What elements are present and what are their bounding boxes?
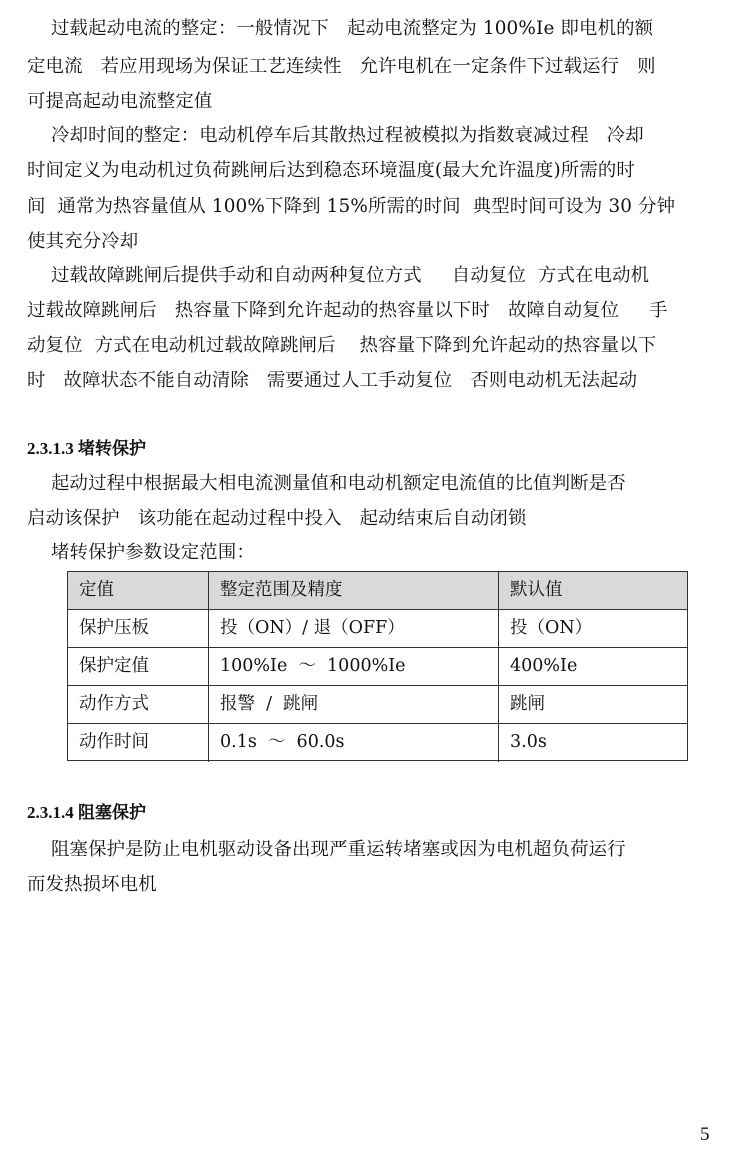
paragraph-line: 而发热损坏电机	[27, 874, 157, 895]
table-cell: 保护压板	[68, 610, 209, 647]
paragraph-line: 间 通常为热容量值从 100%下降到 15%所需的时间 典型时间可设为 30 分钟	[27, 196, 676, 217]
table-cell: 100%Ie ～ 1000%Ie	[209, 648, 499, 685]
paragraph-line: 时间定义为电动机过负荷跳闸后达到稳态环境温度(最大允许温度)所需的时	[27, 160, 635, 181]
paragraph-line: 定电流 若应用现场为保证工艺连续性 允许电机在一定条件下过载运行 则	[27, 56, 656, 77]
paragraph-line: 冷却时间的整定：电动机停车后其散热过程被模拟为指数衰减过程 冷却	[27, 125, 644, 146]
paragraph-line: 起动过程中根据最大相电流测量值和电动机额定电流值的比值判断是否	[27, 473, 626, 494]
table-cell: 投（ON）/ 退（OFF）	[209, 610, 499, 647]
paragraph-line: 使其充分冷却	[27, 231, 139, 252]
page-number: 5	[700, 1124, 710, 1145]
paragraph-line: 过载故障跳闸后 热容量下降到允许起动的热容量以下时 故障自动复位 手	[27, 300, 668, 321]
paragraph-line: 时 故障状态不能自动清除 需要通过人工手动复位 否则电动机无法起动	[27, 370, 638, 391]
table-cell: 3.0s	[510, 732, 547, 752]
table-header-cell: 定值	[68, 572, 209, 609]
section-heading: 2.3.1.3 堵转保护	[27, 439, 146, 458]
paragraph-line: 启动该保护 该功能在起动过程中投入 起动结束后自动闭锁	[27, 508, 527, 529]
table-cell: 报警 / 跳闸	[209, 686, 499, 723]
table-row	[68, 686, 687, 724]
table-cell: 400%Ie	[510, 656, 578, 676]
table-cell: 跳闸	[510, 694, 545, 714]
table-header-cell: 默认值	[510, 580, 563, 600]
section-heading: 2.3.1.4 阻塞保护	[27, 803, 146, 822]
table-header-cell: 整定范围及精度	[209, 572, 499, 609]
paragraph-line: 过载故障跳闸后提供手动和自动两种复位方式 自动复位 方式在电动机	[27, 265, 650, 286]
table-header-row	[68, 572, 687, 610]
table-cell: 动作时间	[68, 724, 209, 762]
table-cell: 动作方式	[68, 686, 209, 723]
paragraph-line: 可提高起动电流整定值	[27, 91, 213, 112]
table-row	[68, 724, 687, 762]
paragraph-line: 动复位 方式在电动机过载故障跳闸后 热容量下降到允许起动的热容量以下	[27, 335, 657, 356]
table-cell: 保护定值	[68, 648, 209, 685]
paragraph-line: 阻塞保护是防止电机驱动设备出现严重运转堵塞或因为电机超负荷运行	[27, 839, 626, 860]
table-cell: 投（ON）	[510, 618, 593, 638]
table-row	[68, 610, 687, 648]
paragraph-line: 过载起动电流的整定：一般情况下 起动电流整定为 100%Ie 即电机的额	[27, 18, 654, 39]
parameter-table	[67, 571, 688, 761]
table-caption: 堵转保护参数设定范围：	[27, 542, 255, 563]
table-row	[68, 648, 687, 686]
table-cell: 0.1s ～ 60.0s	[209, 724, 499, 762]
